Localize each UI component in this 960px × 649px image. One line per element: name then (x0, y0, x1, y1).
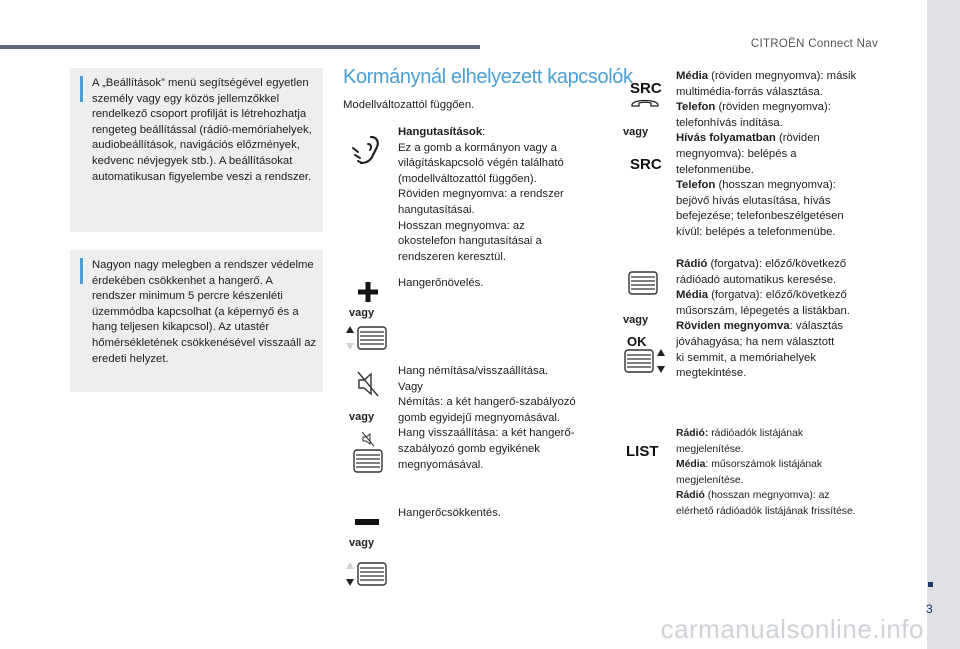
src-desc (676, 69, 856, 241)
desc-text: : választás (789, 320, 844, 333)
desc-text: megjelenítése. (676, 443, 744, 455)
desc-line (676, 488, 856, 504)
list-desc (676, 426, 856, 520)
desc-term: Hívás folyamatban (676, 132, 776, 145)
desc-term: Röviden megnyomva (676, 320, 790, 333)
desc-term: Rádió (676, 258, 708, 270)
desc-line (398, 172, 564, 188)
desc-text: (röviden megnyomva): másik (708, 70, 857, 82)
desc-line (676, 335, 850, 351)
src-button-label: SRC (630, 80, 662, 97)
desc-text: Röviden megnyomva: a rendszer (398, 188, 564, 201)
desc-term: Rádió (676, 490, 705, 502)
desc-text: megtekintése. (676, 367, 747, 380)
voice-command-desc (398, 125, 564, 265)
ok-button-label: OK (627, 334, 647, 349)
mute-icon (356, 370, 380, 398)
info-note-profiles (70, 68, 323, 232)
desc-term: Média (676, 70, 709, 82)
desc-line (676, 457, 856, 473)
desc-term: Telefon (676, 101, 716, 114)
desc-text: okostelefon hangutasításai a (398, 235, 542, 248)
note-accent-bar (80, 258, 83, 284)
desc-text: műsorszám, lépegetés a listákban. (676, 304, 850, 317)
desc-term: Rádió: (676, 428, 709, 439)
desc-line (398, 234, 564, 250)
desc-line (676, 209, 856, 225)
desc-line (676, 147, 856, 163)
desc-line (676, 178, 856, 194)
plus-icon (357, 281, 379, 303)
src-button-label-alt: SRC (630, 156, 662, 173)
desc-text: telefonhívás indítása. (676, 116, 783, 129)
desc-text: rádióadó automatikus keresése. (676, 273, 837, 286)
section-subtitle: Modellváltozattól függően. (343, 99, 475, 111)
or-label: vagy (349, 537, 375, 549)
page-marker (928, 582, 933, 587)
desc-line (676, 442, 856, 458)
desc-text: kívül: belépés a telefonmenübe. (676, 225, 836, 238)
voice-command-icon (349, 133, 383, 167)
desc-line (398, 125, 564, 141)
volume-wheel-up-icon (344, 325, 388, 351)
desc-text: : műsorszámok listájának (705, 459, 823, 471)
desc-line (676, 304, 850, 320)
desc-line (398, 250, 564, 266)
desc-line (676, 351, 850, 367)
desc-line (676, 257, 850, 273)
desc-line (676, 131, 856, 147)
desc-line (398, 187, 564, 203)
mute-small-icon (361, 431, 375, 447)
desc-line: szabályozó gomb egyikének (398, 442, 540, 455)
volume-down-desc: Hangerőcsökkentés. (398, 507, 501, 519)
desc-text: : (482, 126, 486, 138)
or-label: vagy (623, 314, 649, 326)
desc-line: Vagy (398, 380, 423, 393)
volume-up-desc: Hangerőnövelés. (398, 277, 484, 289)
desc-text: (hosszan megnyomva): (715, 179, 836, 192)
desc-line: Némítás: a két hangerő-szabályozó (398, 396, 576, 409)
desc-text: (hosszan megnyomva): az (704, 490, 830, 502)
info-note-heat (70, 250, 323, 392)
desc-term: Média (676, 459, 706, 471)
header-rule (0, 45, 480, 49)
desc-line (676, 69, 856, 85)
desc-line (676, 473, 856, 489)
desc-text: hangutasításai. (398, 203, 475, 216)
desc-text: elérhető rádióadók listájának frissítése. (676, 505, 856, 517)
desc-text: (modellváltozattól függően). (398, 172, 537, 185)
desc-line (676, 273, 850, 289)
desc-line (398, 203, 564, 219)
desc-line: Hang némítása/visszaállítása. (398, 365, 549, 377)
desc-line (676, 194, 856, 210)
desc-text: ki semmit, a memóriahelyek (676, 351, 816, 364)
scroll-wheel-icon (627, 270, 659, 296)
desc-line (676, 288, 850, 304)
desc-term: Hangutasítások (398, 126, 483, 138)
desc-text: jóváhagyása; ha nem választott (676, 335, 835, 348)
desc-line: Hang visszaállítása: a két hangerő- (398, 427, 575, 440)
note-text: A „Beállítások” menü segítségével egyetlen személy vagy egy közös jellemzőkkel rendelkező csoport profilját is létrehozhatja rengeteg beállítással (rádió-memóriahelyek, audiobeállítások, navigációs előzmények, kedvenc névjegyek stb.). A beállításokat automatikusan figyelembe veszi a rendszer. (92, 77, 312, 183)
watermark: carmanualsonline.info (660, 614, 924, 644)
desc-term: Telefon (676, 179, 716, 192)
desc-line (676, 426, 856, 442)
desc-line (676, 100, 856, 116)
desc-text: befejezése; telefonbeszélgetésen (676, 210, 844, 223)
desc-text: Ez a gomb a kormányon vagy a (398, 141, 557, 154)
or-label: vagy (349, 307, 375, 319)
note-accent-bar (80, 76, 83, 102)
side-strip (927, 0, 960, 649)
radio-desc (676, 257, 850, 382)
desc-line (398, 156, 564, 172)
desc-text: (forgatva): előző/következő (707, 258, 847, 270)
desc-line (676, 116, 856, 132)
desc-text: világításkapcsoló végén található (398, 157, 564, 170)
ok-scroll-wheel-icon (623, 348, 667, 374)
or-label: vagy (349, 411, 375, 423)
brand-label: CITROËN Connect Nav (750, 38, 878, 50)
desc-text: Hosszan megnyomva: az (398, 219, 525, 232)
desc-text: (forgatva): előző/következő (708, 289, 847, 302)
desc-line (676, 85, 856, 101)
desc-line: megnyomásával. (398, 458, 484, 471)
desc-line: gomb egyidejű megnyomásával. (398, 411, 561, 424)
desc-text: megnyomva): belépés a (676, 147, 797, 160)
desc-text: multimédia-forrás választása. (676, 85, 823, 98)
phone-icon (630, 96, 660, 108)
page-number: 3 (926, 602, 933, 616)
minus-icon (355, 519, 379, 525)
desc-line (676, 163, 856, 179)
desc-line (398, 219, 564, 235)
desc-text: rendszeren keresztül. (398, 250, 506, 263)
or-label: vagy (623, 126, 649, 138)
list-button-label: LIST (626, 443, 659, 460)
desc-text: (röviden megnyomva): (715, 101, 831, 114)
desc-line (676, 319, 850, 335)
desc-line (676, 504, 856, 520)
note-text: Nagyon nagy melegben a rendszer védelme érdekében csökkenhet a hangerő. A rendszer minimum 5 percre készenléti üzemmódba kapcsolhat (a képernyő és a hang teljesen kikapcsol). Az utastér hőmérsékletének csökkenésével visszaáll az eredeti helyzet. (92, 259, 317, 365)
mute-desc (398, 364, 576, 473)
desc-text: rádióadók listájának (708, 428, 804, 439)
desc-line (676, 225, 856, 241)
desc-text: telefonmenübe. (676, 163, 754, 176)
desc-text: (röviden (775, 132, 820, 145)
desc-line (398, 141, 564, 157)
desc-text: bejövő hívás elutasítása, hívás (676, 194, 831, 207)
desc-term: Média (676, 289, 709, 302)
volume-wheel-icon (352, 448, 384, 474)
desc-text: megjelenítése. (676, 474, 744, 486)
section-title: Kormánynál elhelyezett kapcsolók (343, 66, 633, 88)
desc-line (676, 366, 850, 382)
volume-wheel-down-icon (344, 561, 388, 587)
